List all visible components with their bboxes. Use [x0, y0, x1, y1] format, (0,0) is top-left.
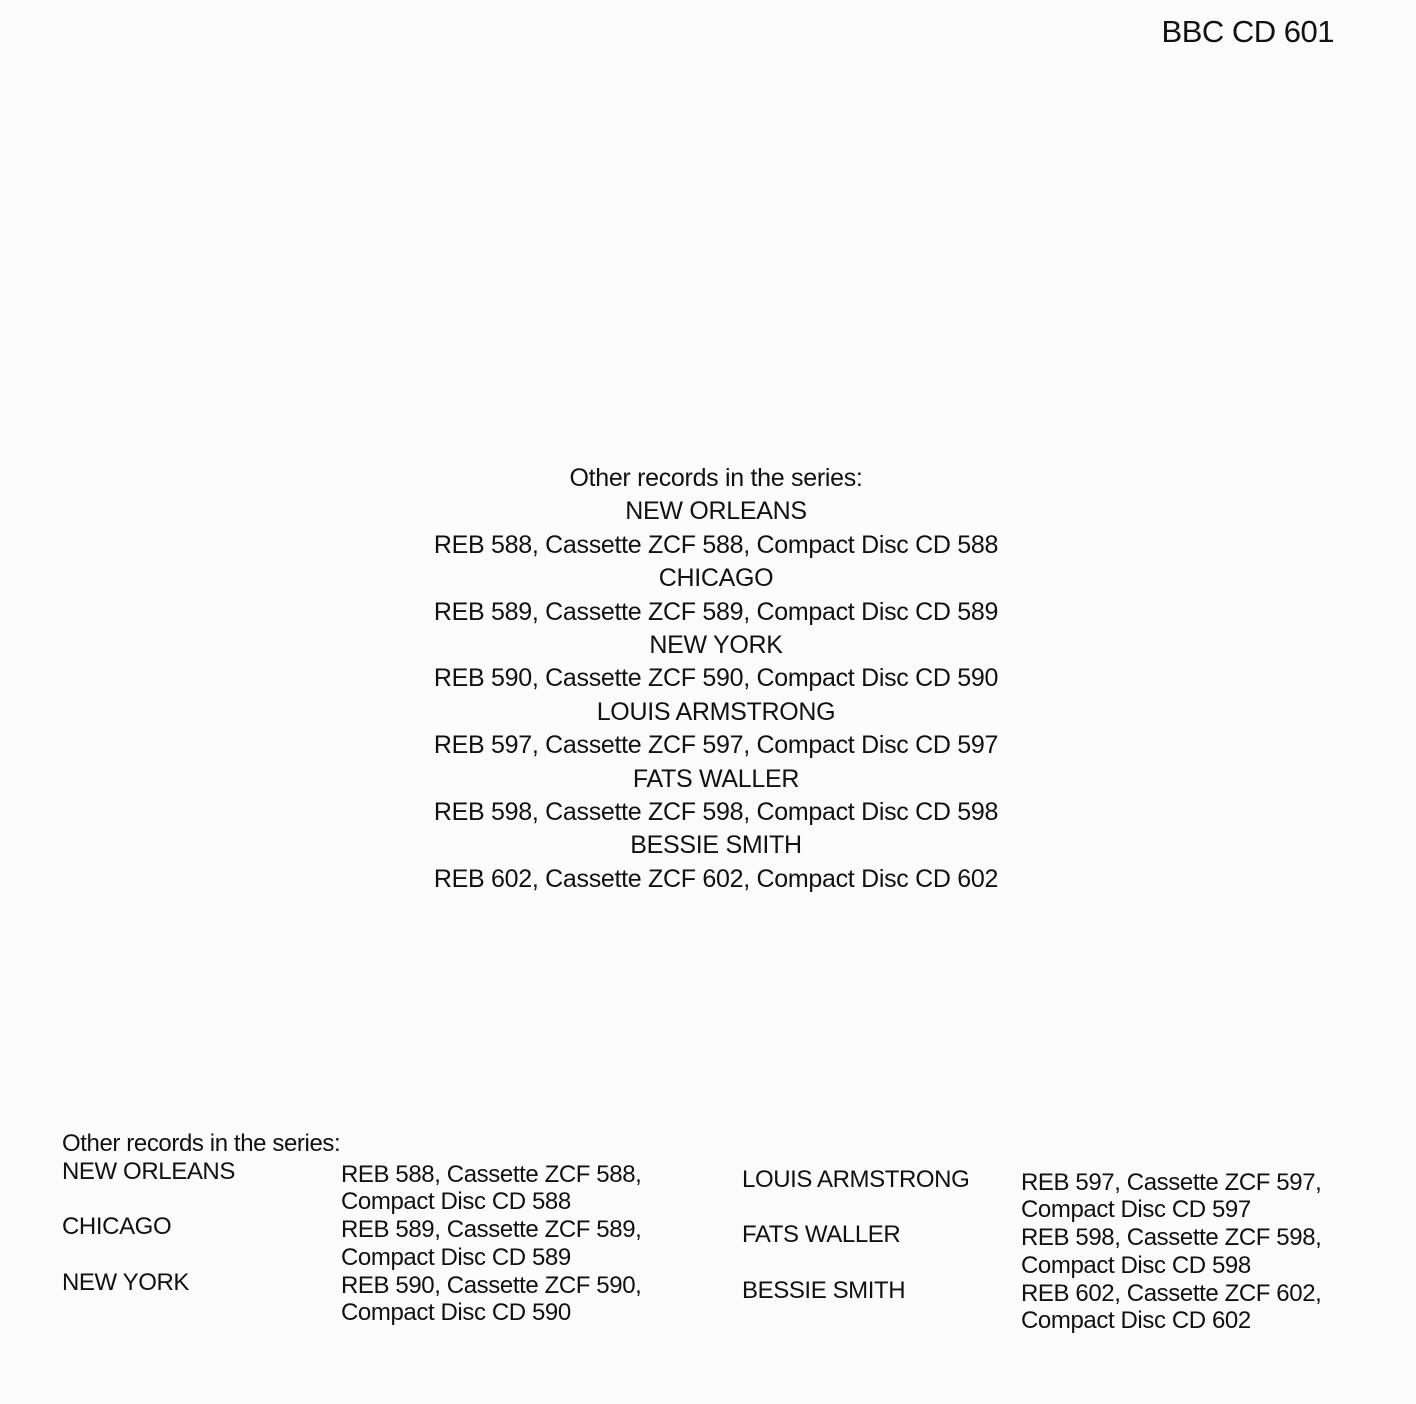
center-entry-name: LOUIS ARMSTRONG [596, 697, 836, 726]
center-entry-name: NEW ORLEANS [625, 497, 807, 526]
center-entry-name: CHICAGO [658, 564, 774, 593]
entry-details [341, 1216, 641, 1271]
center-entry-details: REB 588, Cassette ZCF 588, Compact Disc CD 588 [433, 530, 999, 559]
center-list-heading: Other records in the series: [569, 464, 863, 492]
entry-details-line: REB 588, Cassette ZCF 588, [341, 1160, 642, 1188]
entry-details [1021, 1224, 1321, 1279]
entry-details-line: REB 598, Cassette ZCF 598, [1021, 1224, 1322, 1251]
entry-details-line: REB 597, Cassette ZCF 597, [1021, 1168, 1322, 1196]
entry-details-line: Compact Disc CD 588 [341, 1188, 571, 1215]
entry-name: CHICAGO [62, 1213, 172, 1240]
bottom-list-heading: Other records in the series: [62, 1130, 341, 1157]
center-series-list [316, 462, 1116, 896]
entry-details-line: REB 602, Cassette ZCF 602, [1021, 1279, 1322, 1307]
entry-details-line: Compact Disc CD 590 [341, 1299, 571, 1326]
bottom-series-list [62, 1130, 1382, 1358]
entry-name: BESSIE SMITH [742, 1276, 906, 1304]
entry-details [341, 1161, 641, 1216]
center-entry-name: BESSIE SMITH [630, 831, 802, 860]
entry-details-line: Compact Disc CD 598 [1021, 1251, 1251, 1279]
center-entry-details: REB 598, Cassette ZCF 598, Compact Disc CD 598 [433, 798, 999, 827]
entry-name: NEW ORLEANS [62, 1157, 235, 1185]
center-entry-details: REB 589, Cassette ZCF 589, Compact Disc CD 589 [433, 597, 999, 626]
entry-details-line: Compact Disc CD 589 [341, 1243, 571, 1271]
center-entry-details: REB 602, Cassette ZCF 602, Compact Disc CD 602 [433, 864, 999, 893]
entry-details-line: REB 590, Cassette ZCF 590, [341, 1271, 642, 1299]
center-entry-name: NEW YORK [649, 631, 783, 660]
center-entry-details: REB 597, Cassette ZCF 597, Compact Disc CD 597 [433, 731, 999, 760]
entry-details-line: Compact Disc CD 597 [1021, 1196, 1251, 1223]
entry-details [341, 1272, 641, 1327]
entry-details-line: REB 589, Cassette ZCF 589, [341, 1216, 642, 1243]
entry-name: NEW YORK [62, 1268, 190, 1296]
entry-details-line: Compact Disc CD 602 [1021, 1307, 1251, 1334]
bottom-list-columns [62, 1158, 1382, 1358]
entry-name: FATS WALLER [742, 1221, 901, 1248]
catalog-number: BBC CD 601 [1161, 14, 1334, 49]
center-entry-details: REB 590, Cassette ZCF 590, Compact Disc CD 590 [433, 664, 999, 693]
entry-name: LOUIS ARMSTRONG [742, 1165, 970, 1193]
entry-details [1021, 1280, 1321, 1335]
center-entry-name: FATS WALLER [632, 764, 800, 793]
entry-details [1021, 1169, 1321, 1224]
